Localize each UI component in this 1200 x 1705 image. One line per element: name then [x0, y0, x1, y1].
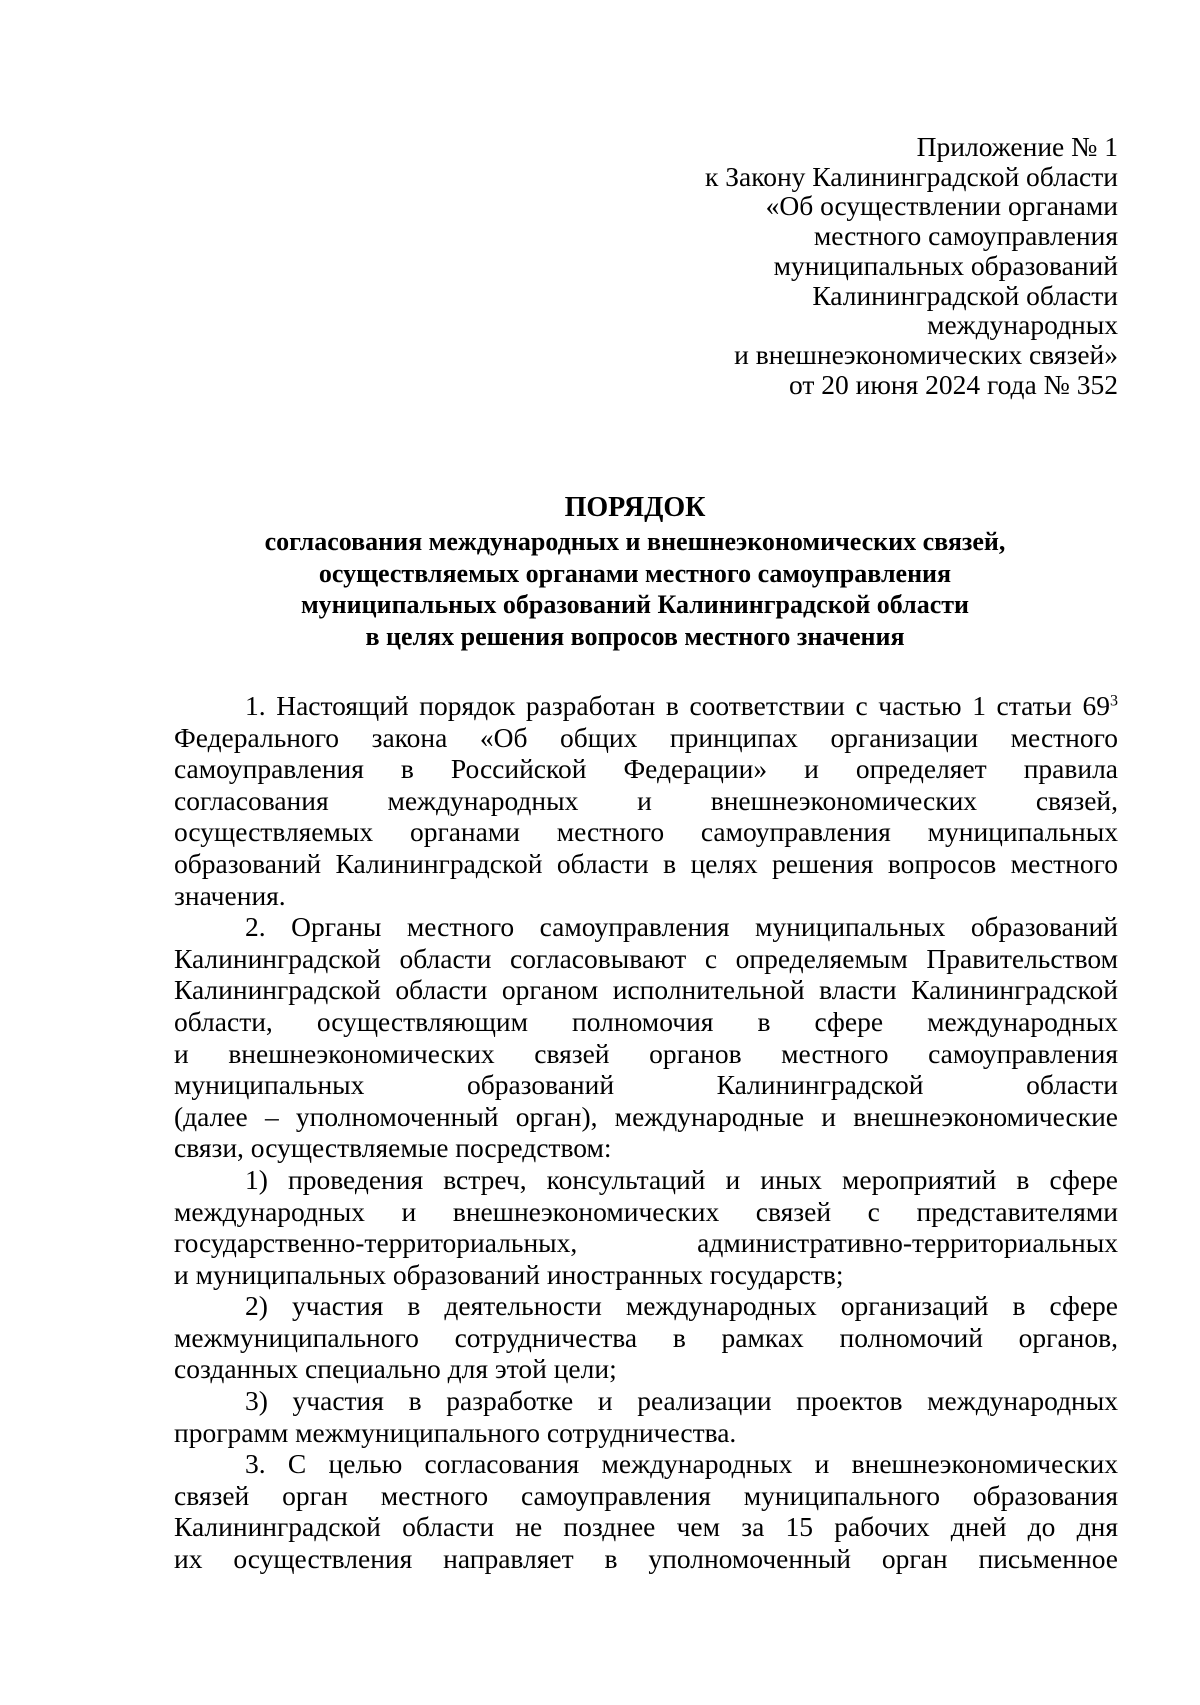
appendix-line: Приложение № 1 [916, 131, 1118, 162]
paragraph-line: согласования международных и внешнеэкономических связей, [174, 784, 1118, 816]
appendix-line: местного самоуправления [813, 220, 1118, 252]
title-sub-line: в целях решения вопросов местного значения [365, 621, 905, 651]
appendix-line: «Об осуществлении органами [765, 190, 1118, 222]
list-item-3 [174, 1385, 1118, 1448]
paragraph-line: и внешнеэкономических связей органов местного самоуправления [174, 1037, 1118, 1069]
paragraph-line: программ межмуниципального сотрудничества. [174, 1416, 737, 1448]
paragraph-line: 1) проведения встреч, консультаций и иных мероприятий в сфере [245, 1163, 1118, 1195]
paragraph-line: муниципальных образований Калининградской области [174, 1069, 1118, 1101]
title-sub-line: осуществляемых органами местного самоуправления [318, 558, 952, 588]
paragraph-line: осуществляемых органами местного самоуправления муниципальных [174, 816, 1118, 848]
paragraph-line: (далее – уполномоченный орган), международные и внешнеэкономические [174, 1100, 1118, 1132]
title-subtitle [150, 526, 1120, 652]
appendix-line: муниципальных образований [773, 249, 1118, 281]
appendix-line: и внешнеэкономических связей» [734, 338, 1118, 370]
appendix-line: Калининградской области [812, 279, 1118, 311]
paragraph-line: образований Калининградской области в целях решения вопросов местного [174, 847, 1118, 879]
paragraph-line: Калининградской области органом исполнительной власти Калининградской [174, 974, 1118, 1006]
appendix-line: международных [927, 309, 1118, 341]
superscript: 3 [1110, 692, 1118, 710]
paragraph-1 [174, 690, 1118, 911]
paragraph-line: значения. [174, 879, 286, 911]
paragraph-line: государственно-территориальных, административно-территориальных [174, 1227, 1118, 1259]
appendix-header [558, 132, 1118, 399]
paragraph-line: международных и внешнеэкономических связей с представителями [174, 1195, 1118, 1227]
paragraph-line [174, 690, 1118, 722]
paragraph-line-text: 1. Настоящий порядок разработан в соответствии с частью 1 статьи 69 [245, 690, 1110, 721]
document-title [150, 490, 1120, 652]
paragraph-line: Калининградской области согласовывают с определяемым Правительством [174, 942, 1118, 974]
paragraph-line: области, осуществляющим полномочия в сфере международных [174, 1005, 1118, 1037]
paragraph-2 [174, 911, 1118, 1164]
title-sub-line: муниципальных образований Калининградской области [300, 590, 970, 619]
list-item-1 [174, 1164, 1118, 1290]
paragraph-3 [174, 1448, 1118, 1574]
paragraph-line: и муниципальных образований иностранных государств; [174, 1258, 844, 1290]
title-sub-line: согласования международных и внешнеэкономических связей, [264, 527, 1006, 556]
paragraph-line: межмуниципального сотрудничества в рамках полномочий органов, [174, 1321, 1118, 1353]
paragraph-line: 2. Органы местного самоуправления муниципальных образований [245, 911, 1118, 943]
title-main: ПОРЯДОК [564, 492, 706, 523]
paragraph-line: 2) участия в деятельности международных организаций в сфере [245, 1290, 1118, 1322]
paragraph-line: Федерального закона «Об общих принципах организации местного [174, 721, 1118, 753]
paragraph-line: самоуправления в Российской Федерации» и определяет правила [174, 753, 1118, 785]
paragraph-line: 3) участия в разработке и реализации проектов международных [245, 1385, 1118, 1417]
paragraph-line: связи, осуществляемые посредством: [174, 1132, 612, 1164]
document-body [174, 690, 1118, 1575]
list-item-2 [174, 1290, 1118, 1385]
appendix-line: от 20 июня 2024 года № 352 [788, 368, 1118, 400]
paragraph-line: их осуществления направляет в уполномоченный орган письменное [174, 1543, 1118, 1575]
paragraph-line: 3. С целью согласования международных и внешнеэкономических [245, 1448, 1118, 1480]
appendix-line: к Закону Калининградской области [705, 160, 1118, 192]
paragraph-line: связей орган местного самоуправления муниципального образования [174, 1479, 1118, 1511]
paragraph-line: созданных специально для этой цели; [174, 1353, 617, 1385]
paragraph-line: Калининградской области не позднее чем за 15 рабочих дней до дня [174, 1511, 1118, 1543]
